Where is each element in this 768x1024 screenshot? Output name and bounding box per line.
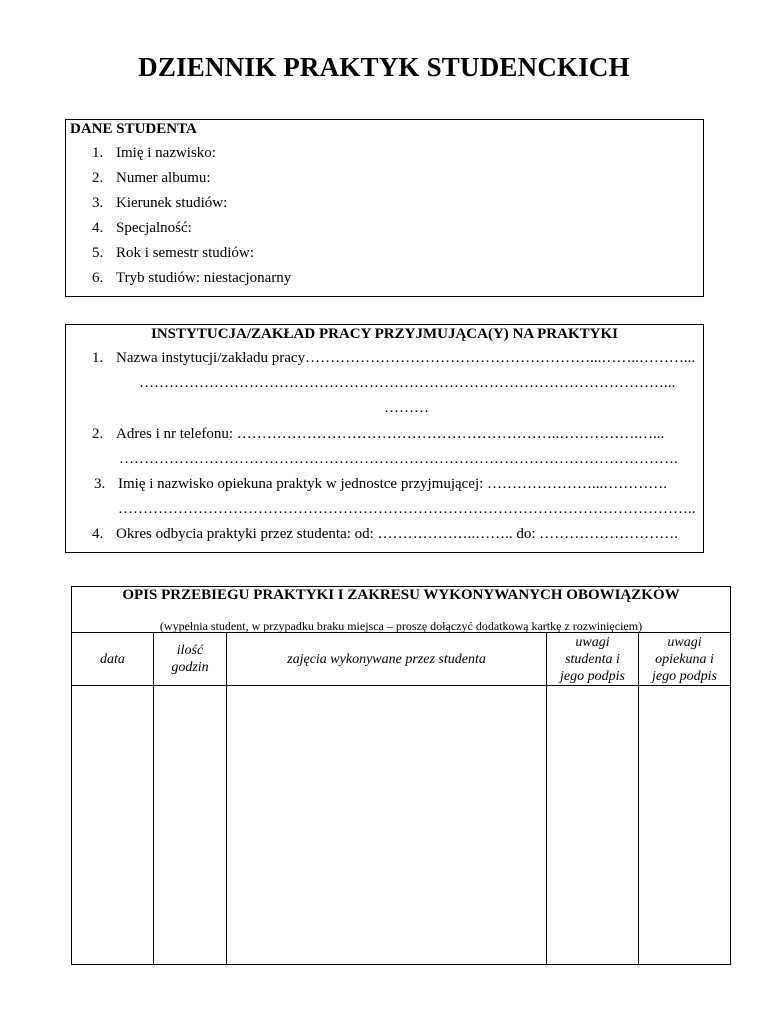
institution-section-heading: INSTYTUCJA/ZAKŁAD PRACY PRZYJMUJĄCA(Y) NA PRAKTYKI [151, 326, 618, 342]
activity-table-title: OPIS PRZEBIEGU PRAKTYKI I ZAKRESU WYKONYWANYCH OBOWIĄZKÓW [122, 587, 680, 603]
student-field-name: 1. Imię i nazwisko: [92, 145, 216, 161]
activity-table-subtitle: (wypełnia student, w przypadku braku miejsca – proszę dołączyć dodatkową kartkę z rozwinięciem) [159, 619, 643, 633]
student-data-section [65, 119, 704, 297]
student-field-specialization: 4. Specjalność: [92, 220, 192, 236]
student-field-album: 2. Numer albumu: [92, 170, 211, 186]
institution-field-address: 2. Adres i nr telefonu: ………………………………………………………..…………….…... [92, 426, 665, 442]
student-field-field-of-study: 3. Kierunek studiów: [92, 195, 228, 211]
institution-section [65, 324, 704, 553]
column-header-hours: ilość godzin [171, 643, 209, 675]
institution-field-address-continuation: …………………………………………………………………………………………………. [119, 451, 678, 467]
student-field-year-semester: 5. Rok i semestr studiów: [92, 245, 254, 261]
header-row-divider [72, 685, 730, 686]
student-field-study-mode: 6. Tryb studiów: niestacjonarny [92, 270, 292, 286]
institution-field-period: 4. Okres odbycia praktyki przez studenta: od: ………………..…….. do: ………………………. [92, 526, 679, 542]
student-section-heading: DANE STUDENTA [70, 121, 197, 137]
institution-field-name-continuation: ……… [384, 400, 429, 416]
column-header-activities: zajęcia wykonywane przez studenta [287, 651, 486, 667]
activity-table [71, 586, 731, 965]
institution-field-supervisor-continuation: …………………………………………………………………………………………………….. [118, 501, 696, 517]
document-title: DZIENNIK PRAKTYK STUDENCKICH [138, 52, 630, 82]
activity-table-grid [71, 632, 731, 965]
institution-field-name-continuation: ……………………………………………………………………………………………... [139, 375, 676, 391]
institution-field-supervisor: 3. Imię i nazwisko opiekuna praktyk w jednostce przyjmującej: …………………...…………. [94, 476, 668, 492]
column-header-date: data [100, 651, 125, 667]
activity-table-header [71, 586, 731, 634]
column-header-student-remarks: uwagi studenta i jego podpis [560, 634, 625, 684]
column-header-supervisor-remarks: uwagi opiekuna i jego podpis [652, 634, 717, 684]
institution-field-name: 1. Nazwa instytucji/zakładu pracy…………………………………………………...……..………... [92, 350, 696, 366]
